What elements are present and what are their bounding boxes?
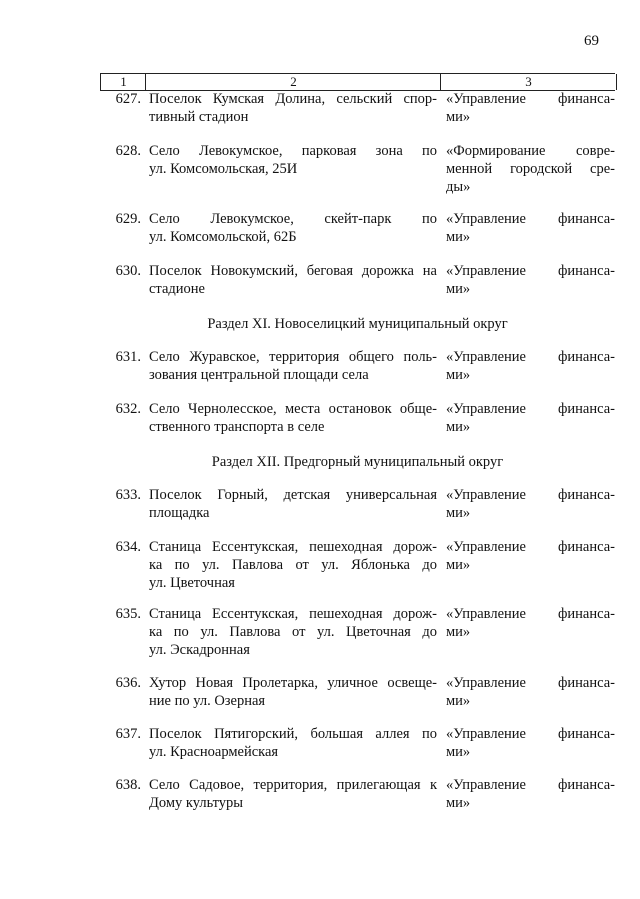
program-name: [446, 776, 615, 812]
program-name: [446, 210, 615, 246]
object-line: ул. Эскадронная: [149, 642, 250, 658]
section-heading: Раздел XI. Новоселицкий муниципальный округ: [207, 316, 508, 332]
object-line: Поселок Горный, детская универсальная: [149, 487, 437, 503]
object-line: Село Чернолесское, места остановок обще-: [149, 401, 437, 417]
object-line: Село Левокумское, скейт-парк по: [149, 211, 437, 227]
program-line: ми»: [446, 419, 471, 435]
row-number: 634.: [115, 539, 141, 555]
program-line: «Формирование совре-: [446, 143, 615, 159]
object-description: [149, 90, 437, 126]
row-number: 627.: [115, 91, 141, 107]
program-name: [446, 262, 615, 298]
program-name: [446, 90, 615, 126]
program-name: [446, 486, 615, 522]
program-line: «Управление финанса-: [446, 401, 615, 417]
program-name: [446, 348, 615, 384]
object-line: ул. Комсомольской, 62Б: [149, 229, 297, 245]
section-heading: Раздел XII. Предгорный муниципальный округ: [211, 454, 504, 470]
object-line: Станица Ессентукская, пешеходная дорож-: [149, 606, 437, 622]
program-line: ми»: [446, 557, 471, 573]
program-line: «Управление финанса-: [446, 263, 615, 279]
object-description: [149, 348, 437, 384]
object-line: зования центральной площади села: [149, 367, 369, 383]
row-number: 635.: [115, 606, 141, 622]
object-line: ственного транспорта в селе: [149, 419, 325, 435]
object-line: площадка: [149, 505, 210, 521]
program-line: ми»: [446, 109, 471, 125]
program-name: [446, 400, 615, 436]
program-line: ми»: [446, 281, 471, 297]
program-line: «Управление финанса-: [446, 539, 615, 555]
row-number: 636.: [115, 675, 141, 691]
program-line: «Управление финанса-: [446, 726, 615, 742]
row-number: 638.: [115, 777, 141, 793]
program-name: [446, 674, 615, 710]
object-line: Поселок Кумская Долина, сельский спор-: [149, 91, 437, 107]
program-line: «Управление финанса-: [446, 675, 615, 691]
program-line: ми»: [446, 744, 471, 760]
object-line: Поселок Новокумский, беговая дорожка на: [149, 263, 437, 279]
program-line: ми»: [446, 367, 471, 383]
program-line: ми»: [446, 693, 471, 709]
object-description: [149, 142, 437, 178]
object-description: [149, 538, 437, 592]
object-line: Станица Ессентукская, пешеходная дорож-: [149, 539, 437, 555]
program-line: «Управление финанса-: [446, 349, 615, 365]
object-description: [149, 725, 437, 761]
object-description: [149, 605, 437, 659]
row-number: 632.: [115, 401, 141, 417]
object-description: [149, 674, 437, 710]
program-name: [446, 725, 615, 761]
object-line: ка по ул. Павлова от ул. Цветочная до: [149, 624, 437, 640]
row-number: 637.: [115, 726, 141, 742]
program-line: ми»: [446, 229, 471, 245]
object-line: Село Журавское, территория общего поль-: [149, 349, 437, 365]
program-name: [446, 605, 615, 641]
object-line: ние по ул. Озерная: [149, 693, 266, 709]
object-line: ул. Красноармейская: [149, 744, 279, 760]
table-header: [100, 73, 615, 91]
object-description: [149, 776, 437, 812]
program-line: ми»: [446, 624, 471, 640]
object-line: Село Левокумское, парковая зона по: [149, 143, 437, 159]
row-number: 631.: [115, 349, 141, 365]
row-number: 629.: [115, 211, 141, 227]
object-line: ул. Комсомольская, 25И: [149, 161, 298, 177]
program-line: ды»: [446, 179, 471, 195]
object-line: ул. Цветочная: [149, 575, 235, 591]
row-number: 628.: [115, 143, 141, 159]
object-description: [149, 262, 437, 298]
page-number: 69: [584, 33, 599, 49]
program-line: «Управление финанса-: [446, 777, 615, 793]
object-line: Поселок Пятигорский, большая аллея по: [149, 726, 437, 742]
header-col-3: 3: [440, 74, 617, 90]
header-col-1: 1: [100, 74, 146, 90]
program-name: [446, 538, 615, 574]
header-col-2: 2: [145, 74, 441, 90]
program-line: «Управление финанса-: [446, 606, 615, 622]
program-name: [446, 142, 615, 196]
object-line: стадионе: [149, 281, 205, 297]
row-number: 633.: [115, 487, 141, 503]
program-line: менной городской сре-: [446, 161, 615, 177]
object-description: [149, 486, 437, 522]
program-line: ми»: [446, 505, 471, 521]
object-line: тивный стадион: [149, 109, 249, 125]
object-line: Хутор Новая Пролетарка, уличное освеще-: [149, 675, 437, 691]
object-line: Село Садовое, территория, прилегающая к: [149, 777, 437, 793]
row-number: 630.: [115, 263, 141, 279]
program-line: ми»: [446, 795, 471, 811]
object-line: Дому культуры: [149, 795, 244, 811]
object-description: [149, 400, 437, 436]
program-line: «Управление финанса-: [446, 211, 615, 227]
program-line: «Управление финанса-: [446, 91, 615, 107]
object-description: [149, 210, 437, 246]
object-line: ка по ул. Павлова от ул. Яблонька до: [149, 557, 437, 573]
program-line: «Управление финанса-: [446, 487, 615, 503]
